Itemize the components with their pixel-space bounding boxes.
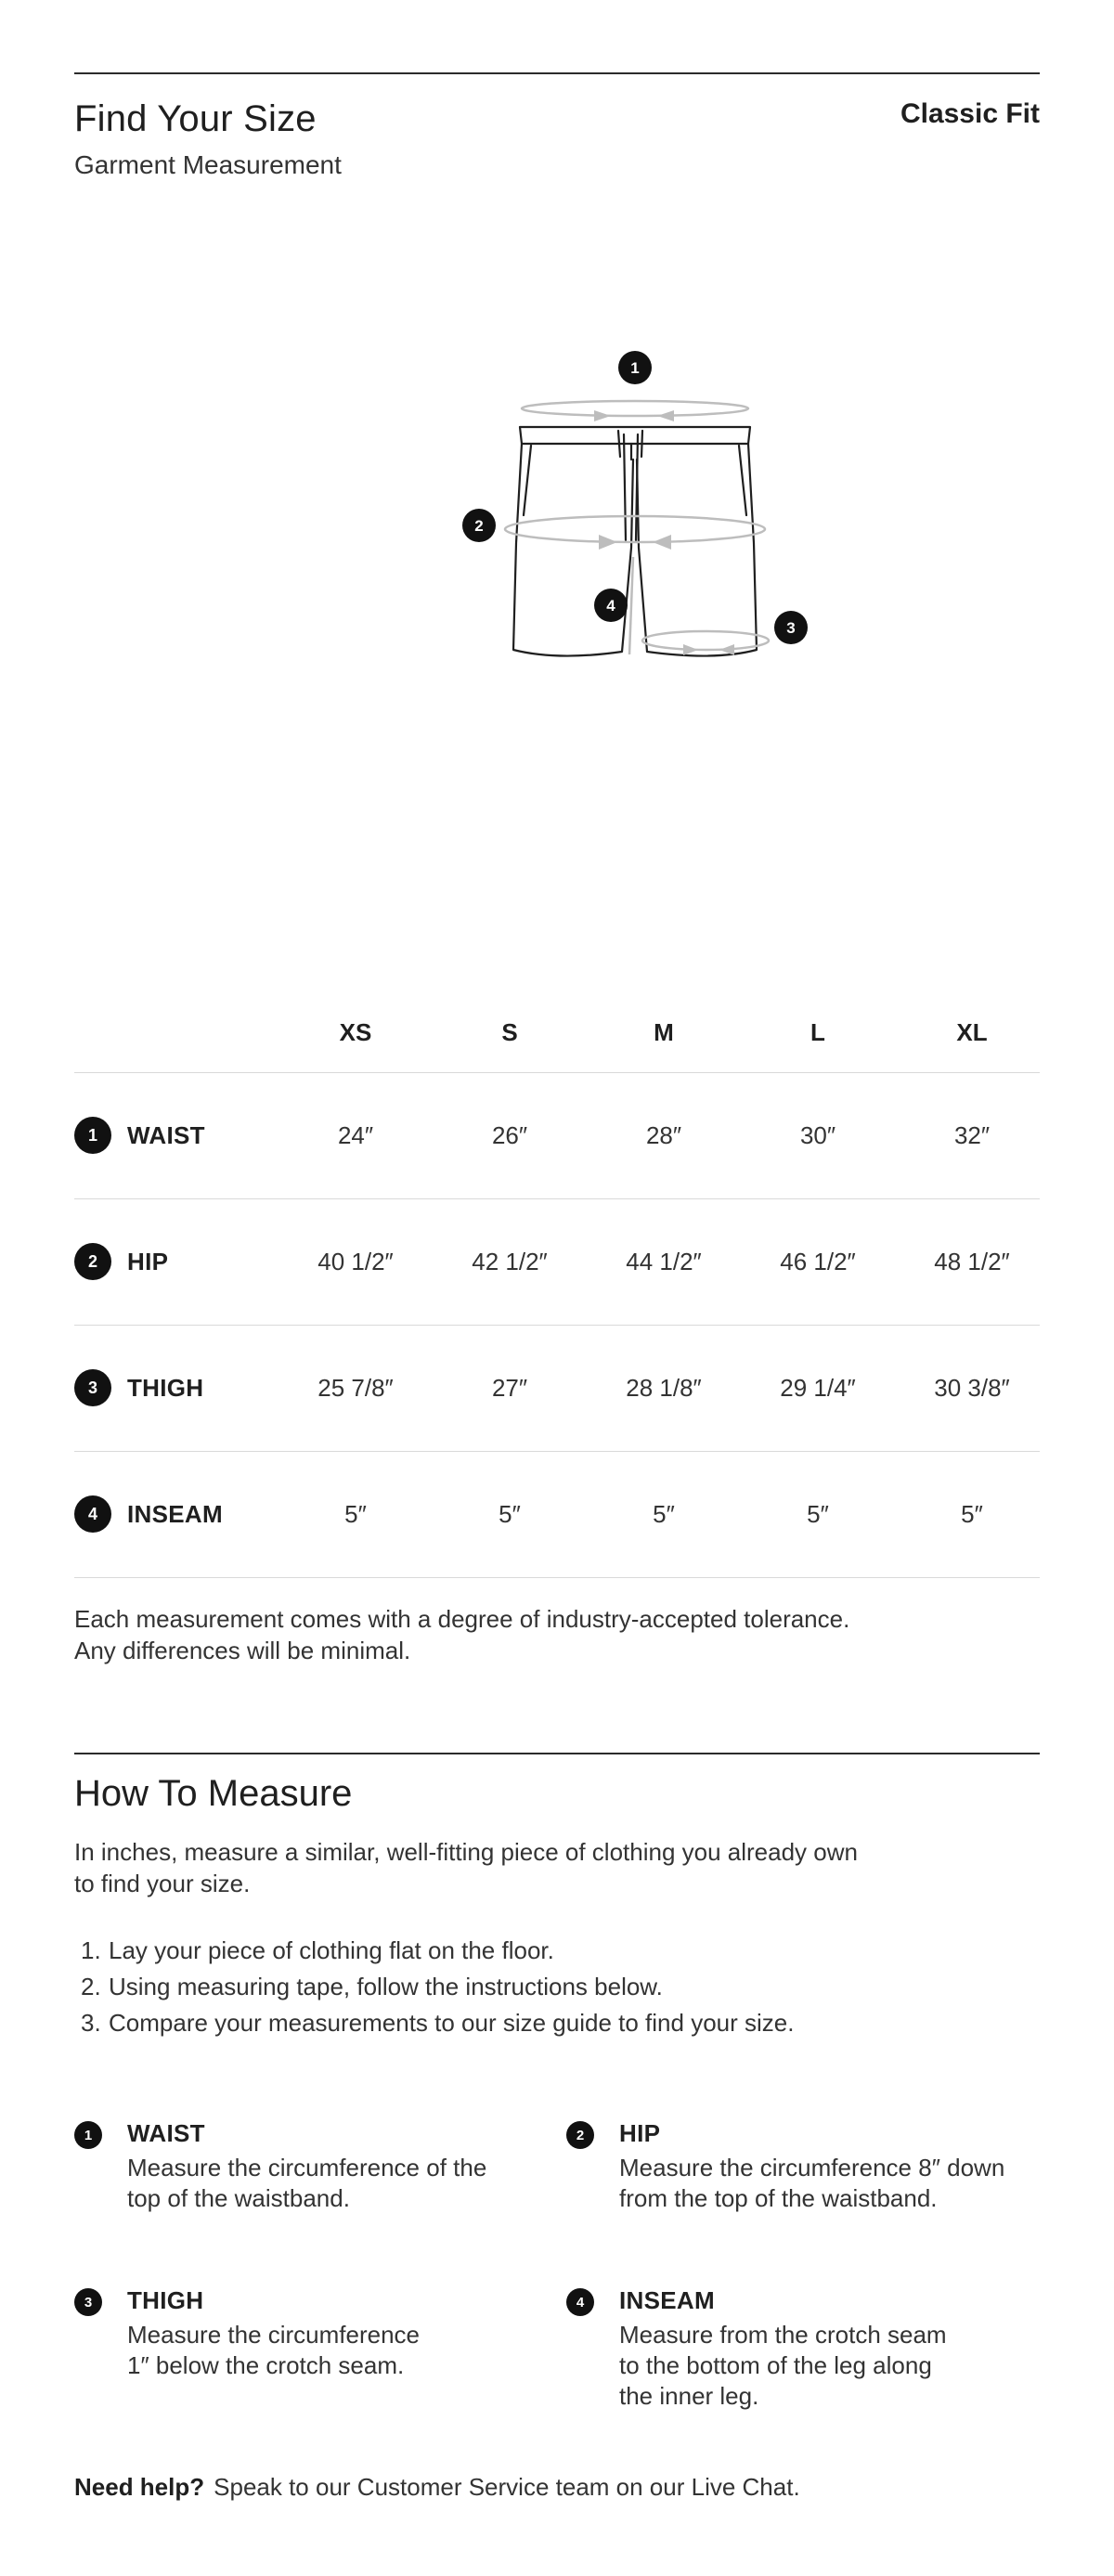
help-heading: Need help? bbox=[74, 2473, 205, 2501]
svg-text:2: 2 bbox=[474, 517, 484, 535]
description-line: Measure the circumference of the bbox=[127, 2154, 487, 2181]
how-to-intro bbox=[74, 1836, 910, 1899]
table-cell: 28 1/8″ bbox=[626, 1374, 702, 1402]
tolerance-line-1: Each measurement comes with a degree of industry-accepted tolerance. bbox=[74, 1605, 850, 1633]
row-label: WAIST bbox=[127, 1121, 205, 1149]
description-line: Measure the circumference 8″ down bbox=[619, 2154, 1005, 2181]
how-to-steps bbox=[74, 1933, 794, 2041]
list-item bbox=[74, 1969, 794, 2005]
measure-description bbox=[619, 2153, 1028, 2214]
table-cell: 29 1/4″ bbox=[780, 1374, 856, 1402]
measure-description bbox=[619, 2320, 1028, 2412]
step-number: 1. bbox=[81, 1936, 101, 1964]
step-text: Compare your measurements to our size guide to find your size. bbox=[109, 2009, 795, 2037]
size-table-header bbox=[74, 998, 1040, 1072]
how-to-intro-line-1: In inches, measure a similar, well-fitting piece of clothing you already own bbox=[74, 1838, 858, 1866]
description-line: Measure the circumference bbox=[127, 2321, 421, 2349]
table-cell: 5″ bbox=[807, 1500, 829, 1528]
tolerance-line-2: Any differences will be minimal. bbox=[74, 1637, 411, 1664]
table-cell: 25 7/8″ bbox=[317, 1374, 394, 1402]
table-cell: 26″ bbox=[491, 1121, 528, 1149]
measure-description bbox=[127, 2153, 536, 2214]
fit-label: Classic Fit bbox=[900, 98, 1040, 129]
list-item bbox=[74, 2005, 794, 2041]
size-header-xs: XS bbox=[339, 1018, 372, 1046]
table-cell: 44 1/2″ bbox=[626, 1248, 702, 1275]
measure-label: WAIST bbox=[127, 2119, 205, 2147]
page-subtitle: Garment Measurement bbox=[74, 150, 342, 179]
svg-text:1: 1 bbox=[630, 359, 640, 377]
callout-2 bbox=[462, 509, 496, 542]
measure-number-badge: 1 bbox=[74, 2121, 102, 2149]
table-cell: 5″ bbox=[499, 1500, 521, 1528]
row-number-badge: 4 bbox=[74, 1495, 111, 1533]
measure-description bbox=[127, 2320, 536, 2381]
page-title: Find Your Size bbox=[74, 98, 317, 139]
description-line: to the bottom of the leg along bbox=[619, 2351, 932, 2379]
callout-1 bbox=[618, 351, 652, 384]
svg-text:3: 3 bbox=[786, 619, 796, 637]
description-line: Measure from the crotch seam bbox=[619, 2321, 947, 2349]
how-to-intro-line-2: to find your size. bbox=[74, 1870, 251, 1897]
table-row-inseam bbox=[74, 1451, 1040, 1578]
measure-label: HIP bbox=[619, 2119, 661, 2147]
table-cell: 5″ bbox=[344, 1500, 367, 1528]
table-row-waist bbox=[74, 1072, 1040, 1198]
step-text: Lay your piece of clothing flat on the floor. bbox=[109, 1936, 554, 1964]
step-number: 2. bbox=[81, 1973, 101, 2000]
table-cell: 5″ bbox=[653, 1500, 675, 1528]
measure-number-badge: 3 bbox=[74, 2288, 102, 2316]
row-label: INSEAM bbox=[127, 1500, 223, 1528]
table-cell: 32″ bbox=[953, 1121, 991, 1149]
table-cell: 30 3/8″ bbox=[934, 1374, 1010, 1402]
step-number: 3. bbox=[81, 2009, 101, 2037]
measure-number-badge: 4 bbox=[566, 2288, 594, 2316]
table-row-thigh bbox=[74, 1325, 1040, 1451]
header bbox=[74, 72, 1040, 179]
how-to-divider bbox=[74, 1753, 1040, 1754]
row-number-badge: 2 bbox=[74, 1243, 111, 1280]
list-item bbox=[74, 1933, 794, 1969]
tolerance-note bbox=[74, 1603, 1040, 1666]
row-label: HIP bbox=[127, 1248, 169, 1275]
live-chat-help-text[interactable]: Speak to our Customer Service team on our Live Chat. bbox=[214, 2473, 800, 2501]
measure-label: THIGH bbox=[127, 2286, 204, 2314]
measure-label: INSEAM bbox=[619, 2286, 715, 2314]
table-row-hip bbox=[74, 1198, 1040, 1325]
description-line: top of the waistband. bbox=[127, 2184, 350, 2212]
header-divider bbox=[74, 72, 1040, 74]
step-text: Using measuring tape, follow the instructions below. bbox=[109, 1973, 663, 2000]
size-table bbox=[74, 998, 1040, 1578]
table-cell: 27″ bbox=[491, 1374, 528, 1402]
measure-number-badge: 2 bbox=[566, 2121, 594, 2149]
table-cell: 30″ bbox=[799, 1121, 836, 1149]
table-cell: 24″ bbox=[337, 1121, 374, 1149]
row-label: THIGH bbox=[127, 1374, 204, 1402]
description-line: 1″ below the crotch seam. bbox=[127, 2351, 405, 2379]
table-cell: 42 1/2″ bbox=[472, 1248, 548, 1275]
row-number-badge: 1 bbox=[74, 1117, 111, 1154]
shorts-measurement-diagram bbox=[427, 334, 836, 687]
size-header-l: L bbox=[810, 1018, 825, 1046]
description-line: the inner leg. bbox=[619, 2382, 759, 2410]
help-footer bbox=[74, 2473, 800, 2502]
size-header-xl: XL bbox=[956, 1018, 988, 1046]
table-cell: 5″ bbox=[961, 1500, 983, 1528]
table-cell: 28″ bbox=[645, 1121, 682, 1149]
table-cell: 40 1/2″ bbox=[317, 1248, 394, 1275]
callout-4 bbox=[594, 589, 628, 622]
table-cell: 46 1/2″ bbox=[780, 1248, 856, 1275]
table-cell: 48 1/2″ bbox=[934, 1248, 1010, 1275]
how-to-title: How To Measure bbox=[74, 1773, 353, 1814]
size-header-m: M bbox=[654, 1018, 674, 1046]
row-number-badge: 3 bbox=[74, 1369, 111, 1406]
svg-text:4: 4 bbox=[606, 597, 615, 615]
description-line: from the top of the waistband. bbox=[619, 2184, 938, 2212]
callout-3 bbox=[774, 611, 808, 644]
size-header-s: S bbox=[501, 1018, 518, 1046]
